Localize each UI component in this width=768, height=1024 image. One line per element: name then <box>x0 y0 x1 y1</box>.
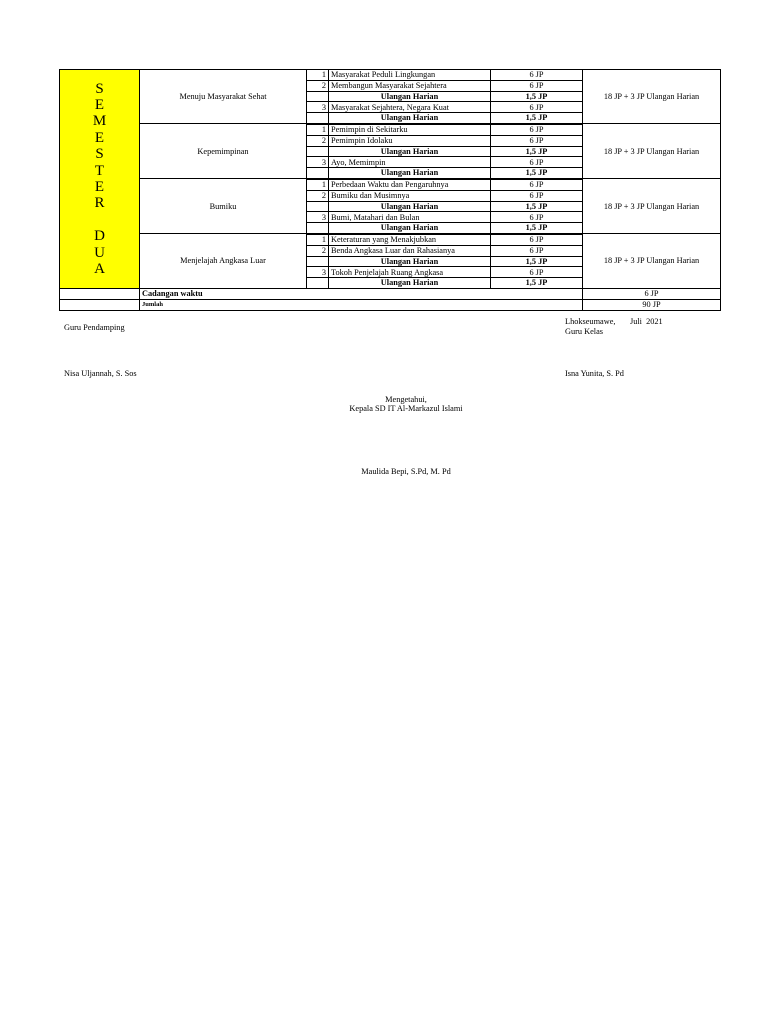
subtheme-number: 3 <box>307 157 329 168</box>
lesson-hours: 1,5 JP <box>491 91 583 102</box>
daily-test-label: Ulangan Harian <box>329 146 491 157</box>
lesson-hours: 6 JP <box>491 179 583 190</box>
lesson-hours: 6 JP <box>491 212 583 223</box>
schedule-table <box>59 69 721 311</box>
lesson-hours: 6 JP <box>491 80 583 91</box>
lesson-hours: 1,5 JP <box>491 168 583 179</box>
semester-letter: T <box>94 162 105 179</box>
lesson-hours: 6 JP <box>491 70 583 81</box>
subtheme-number: 1 <box>307 179 329 190</box>
daily-test-label: Ulangan Harian <box>329 113 491 124</box>
subtheme-title: Tokoh Penjelajah Ruang Angkasa <box>329 267 491 278</box>
lesson-hours: 6 JP <box>491 234 583 245</box>
subtheme-row <box>60 70 721 81</box>
subtheme-title: Masyarakat Sejahtera, Negara Kuat <box>329 102 491 113</box>
daily-test-label: Ulangan Harian <box>329 256 491 267</box>
theme-name: Bumiku <box>140 179 307 234</box>
subtheme-title: Pemimpin Idolaku <box>329 135 491 146</box>
schedule-body <box>60 70 721 311</box>
lesson-hours: 1,5 JP <box>491 146 583 157</box>
acknowledged-label: Mengetahui, <box>385 395 427 404</box>
subtheme-row <box>60 234 721 245</box>
lesson-hours: 6 JP <box>491 245 583 256</box>
right-signer-title: Guru Kelas <box>565 327 604 336</box>
theme-total-hours: 18 JP + 3 JP Ulangan Harian <box>583 70 721 124</box>
subtheme-title: Bumiku dan Musimnya <box>329 190 491 201</box>
lesson-hours: 1,5 JP <box>491 223 583 234</box>
theme-name: Menjelajah Angkasa Luar <box>140 234 307 288</box>
subtheme-title: Bumi, Matahari dan Bulan <box>329 212 491 223</box>
semester-letter: E <box>94 97 105 114</box>
principal-name: Maulida Bepi, S.Pd, M. Pd <box>361 467 451 476</box>
subtheme-number: 1 <box>307 124 329 135</box>
principal-title: Kepala SD IT Al-Markazul Islami <box>349 404 463 413</box>
theme-total-hours: 18 JP + 3 JP Ulangan Harian <box>583 179 721 234</box>
subtheme-title: Pemimpin di Sekitarku <box>329 124 491 135</box>
reserve-time-row <box>60 288 721 299</box>
semester-letter: M <box>92 113 107 130</box>
subtheme-number: 1 <box>307 234 329 245</box>
subtheme-row <box>60 124 721 135</box>
footer-spacer <box>60 288 140 299</box>
total-label: Jumlah <box>140 299 583 310</box>
subtheme-number <box>307 91 329 102</box>
semester-letter: E <box>94 178 105 195</box>
subtheme-number: 1 <box>307 70 329 81</box>
right-signer-name: Isna Yunita, S. Pd <box>565 369 624 378</box>
theme-total-hours: 18 JP + 3 JP Ulangan Harian <box>583 124 721 179</box>
subtheme-number: 2 <box>307 80 329 91</box>
subtheme-title: Perbedaan Waktu dan Pengaruhnya <box>329 179 491 190</box>
lesson-hours: 1,5 JP <box>491 201 583 212</box>
lesson-hours: 6 JP <box>491 135 583 146</box>
daily-test-label: Ulangan Harian <box>329 168 491 179</box>
subtheme-title: Benda Angkasa Luar dan Rahasianya <box>329 245 491 256</box>
subtheme-number <box>307 168 329 179</box>
subtheme-number <box>307 146 329 157</box>
subtheme-number <box>307 113 329 124</box>
semester-label-cell <box>60 70 140 289</box>
subtheme-number <box>307 278 329 289</box>
semester-letter: A <box>94 260 105 277</box>
semester-letter: S <box>95 80 104 97</box>
semester-letter: S <box>95 146 104 163</box>
schedule-table-wrapper <box>59 69 720 311</box>
subtheme-title: Membangun Masyarakat Sejahtera <box>329 80 491 91</box>
semester-letter: R <box>94 195 105 212</box>
lesson-hours: 6 JP <box>491 124 583 135</box>
daily-test-label: Ulangan Harian <box>329 223 491 234</box>
left-signer-title: Guru Pendamping <box>64 323 125 332</box>
daily-test-label: Ulangan Harian <box>329 201 491 212</box>
reserve-time-label: Cadangan waktu <box>140 288 583 299</box>
daily-test-label: Ulangan Harian <box>329 278 491 289</box>
subtheme-number: 3 <box>307 102 329 113</box>
lesson-hours: 6 JP <box>491 267 583 278</box>
subtheme-number <box>307 256 329 267</box>
semester-letter: D <box>94 228 105 245</box>
theme-total-hours: 18 JP + 3 JP Ulangan Harian <box>583 234 721 288</box>
lesson-hours: 1,5 JP <box>491 278 583 289</box>
subtheme-title: Masyarakat Peduli Lingkungan <box>329 70 491 81</box>
semester-letter: U <box>94 244 105 261</box>
lesson-hours: 1,5 JP <box>491 256 583 267</box>
total-row <box>60 299 721 310</box>
daily-test-label: Ulangan Harian <box>329 91 491 102</box>
lesson-hours: 1,5 JP <box>491 113 583 124</box>
subtheme-number: 2 <box>307 245 329 256</box>
subtheme-number: 2 <box>307 135 329 146</box>
subtheme-title: Ayo, Memimpin <box>329 157 491 168</box>
theme-name: Kepemimpinan <box>140 124 307 179</box>
lesson-hours: 6 JP <box>491 190 583 201</box>
left-signer-name: Nisa Uljannah, S. Sos <box>64 369 137 378</box>
subtheme-number <box>307 201 329 212</box>
lesson-hours: 6 JP <box>491 157 583 168</box>
subtheme-number: 3 <box>307 212 329 223</box>
semester-letter: E <box>94 129 105 146</box>
semester-label <box>62 81 137 278</box>
reserve-time-value: 6 JP <box>583 288 721 299</box>
subtheme-number <box>307 223 329 234</box>
subtheme-title: Keteraturan yang Menakjubkan <box>329 234 491 245</box>
total-value: 90 JP <box>583 299 721 310</box>
subtheme-number: 3 <box>307 267 329 278</box>
footer-spacer <box>60 299 140 310</box>
subtheme-number: 2 <box>307 190 329 201</box>
subtheme-row <box>60 179 721 190</box>
theme-name: Menuju Masyarakat Sehat <box>140 70 307 124</box>
place-date: Lhokseumawe, Juli 2021 <box>565 317 663 326</box>
lesson-hours: 6 JP <box>491 102 583 113</box>
